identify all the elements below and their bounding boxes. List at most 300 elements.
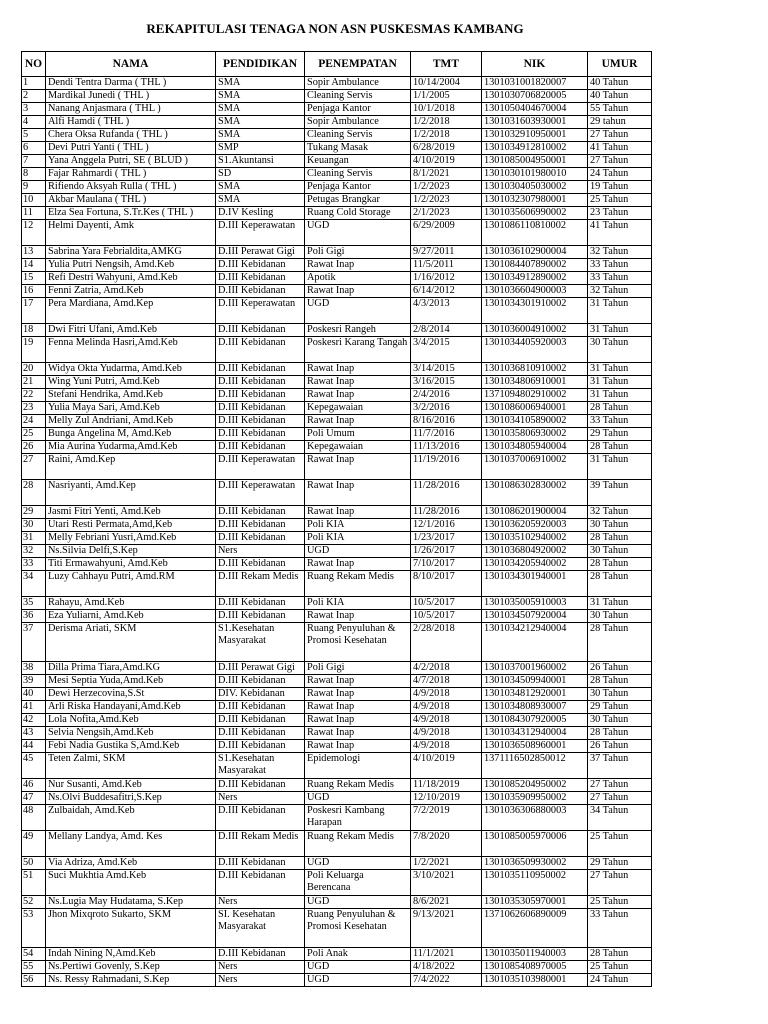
cell-no: 8 xyxy=(22,168,46,181)
cell-penempatan: Poli KIA xyxy=(305,532,411,545)
cell-umur: 28 Tahun xyxy=(588,675,652,688)
header-pendidikan: PENDIDIKAN xyxy=(216,52,305,77)
cell-nik: 1301034312940004 xyxy=(482,727,588,740)
cell-umur: 28 Tahun xyxy=(588,532,652,545)
cell-nik: 1301032307980001 xyxy=(482,194,588,207)
cell-no: 6 xyxy=(22,142,46,155)
cell-nama: Selvia Nengsih,Amd.Keb xyxy=(46,727,216,740)
cell-pendidikan: SMA xyxy=(216,103,305,116)
cell-nik: 1301034912810002 xyxy=(482,142,588,155)
cell-penempatan: Rawat Inap xyxy=(305,558,411,571)
cell-no: 42 xyxy=(22,714,46,727)
cell-pendidikan: D.III Kebidanan xyxy=(216,727,305,740)
cell-umur: 37 Tahun xyxy=(588,753,652,779)
cell-umur: 55 Tahun xyxy=(588,103,652,116)
cell-penempatan: Ruang Rekam Medis xyxy=(305,779,411,792)
cell-umur: 33 Tahun xyxy=(588,272,652,285)
cell-nik: 1301035110950002 xyxy=(482,870,588,896)
cell-nama: Ns.Olvi Buddesafitri,S.Kep xyxy=(46,792,216,805)
cell-penempatan: Rawat Inap xyxy=(305,740,411,753)
table-row xyxy=(22,285,652,298)
cell-no: 44 xyxy=(22,740,46,753)
cell-tmt: 4/7/2018 xyxy=(411,675,482,688)
cell-pendidikan: D.III Kebidanan xyxy=(216,558,305,571)
cell-nik: 1301035305970001 xyxy=(482,896,588,909)
table-row xyxy=(22,142,652,155)
cell-penempatan: Rawat Inap xyxy=(305,376,411,389)
cell-nik: 1301036205920003 xyxy=(482,519,588,532)
cell-nik: 1301031603930001 xyxy=(482,116,588,129)
cell-no: 19 xyxy=(22,337,46,363)
table-row xyxy=(22,103,652,116)
table-row xyxy=(22,571,652,597)
cell-no: 21 xyxy=(22,376,46,389)
cell-no: 55 xyxy=(22,961,46,974)
cell-tmt: 3/10/2021 xyxy=(411,870,482,896)
cell-umur: 27 Tahun xyxy=(588,792,652,805)
cell-pendidikan: D.IV Kesling xyxy=(216,207,305,220)
table-row xyxy=(22,532,652,545)
cell-nama: Rahayu, Amd.Keb xyxy=(46,597,216,610)
cell-no: 49 xyxy=(22,831,46,857)
table-row xyxy=(22,948,652,961)
cell-penempatan: Apotik xyxy=(305,272,411,285)
cell-pendidikan: D.III Kebidanan xyxy=(216,675,305,688)
cell-no: 2 xyxy=(22,90,46,103)
cell-penempatan: Tukang Masak xyxy=(305,142,411,155)
cell-no: 34 xyxy=(22,571,46,597)
cell-pendidikan: D.III Kebidanan xyxy=(216,805,305,831)
cell-nama: Bunga Angelina M, Amd.Keb xyxy=(46,428,216,441)
table-header-row xyxy=(22,52,652,77)
cell-nama: Yulia Maya Sari, Amd.Keb xyxy=(46,402,216,415)
cell-nama: Ns.Silvia Delfi,S.Kep xyxy=(46,545,216,558)
cell-umur: 29 Tahun xyxy=(588,857,652,870)
cell-nik: 1301035005910003 xyxy=(482,597,588,610)
table-row xyxy=(22,727,652,740)
cell-pendidikan: SMA xyxy=(216,181,305,194)
cell-tmt: 11/5/2011 xyxy=(411,259,482,272)
cell-no: 46 xyxy=(22,779,46,792)
cell-pendidikan: D.III Kebidanan xyxy=(216,597,305,610)
cell-penempatan: Poli KIA xyxy=(305,519,411,532)
cell-pendidikan: SMA xyxy=(216,194,305,207)
cell-pendidikan: D.III Kebidanan xyxy=(216,285,305,298)
cell-umur: 32 Tahun xyxy=(588,506,652,519)
cell-no: 43 xyxy=(22,727,46,740)
cell-nama: Mardikal Junedi ( THL ) xyxy=(46,90,216,103)
table-row xyxy=(22,597,652,610)
table-row xyxy=(22,337,652,363)
table-row xyxy=(22,246,652,259)
cell-no: 29 xyxy=(22,506,46,519)
cell-no: 32 xyxy=(22,545,46,558)
cell-nama: Lola Nofita,Amd.Keb xyxy=(46,714,216,727)
cell-no: 1 xyxy=(22,77,46,90)
cell-tmt: 11/13/2016 xyxy=(411,441,482,454)
cell-nama: Mia Aurina Yudarma,Amd.Keb xyxy=(46,441,216,454)
cell-umur: 27 Tahun xyxy=(588,129,652,142)
cell-nik: 1301036004910002 xyxy=(482,324,588,337)
cell-no: 12 xyxy=(22,220,46,246)
cell-umur: 32 Tahun xyxy=(588,285,652,298)
cell-pendidikan: S1.Kesehatan Masyarakat xyxy=(216,753,305,779)
cell-nik: 1301037006910002 xyxy=(482,454,588,480)
cell-no: 27 xyxy=(22,454,46,480)
table-row xyxy=(22,259,652,272)
cell-umur: 30 Tahun xyxy=(588,519,652,532)
cell-nik: 1301036509930002 xyxy=(482,857,588,870)
cell-tmt: 8/1/2021 xyxy=(411,168,482,181)
cell-pendidikan: SMP xyxy=(216,142,305,155)
cell-nik: 1301037001960002 xyxy=(482,662,588,675)
cell-penempatan: Keuangan xyxy=(305,155,411,168)
cell-penempatan: Ruang Rekam Medis xyxy=(305,571,411,597)
cell-tmt: 3/4/2015 xyxy=(411,337,482,363)
cell-nik: 1301034912890002 xyxy=(482,272,588,285)
staff-table xyxy=(21,51,652,987)
cell-tmt: 8/6/2021 xyxy=(411,896,482,909)
cell-nama: Akbar Maulana ( THL ) xyxy=(46,194,216,207)
table-row xyxy=(22,129,652,142)
cell-nik: 1301034301910002 xyxy=(482,298,588,324)
cell-umur: 41 Tahun xyxy=(588,220,652,246)
cell-no: 40 xyxy=(22,688,46,701)
cell-pendidikan: D.III Kebidanan xyxy=(216,779,305,792)
cell-tmt: 10/1/2018 xyxy=(411,103,482,116)
cell-no: 36 xyxy=(22,610,46,623)
cell-pendidikan: SI. Kesehatan Masyarakat xyxy=(216,909,305,948)
cell-umur: 30 Tahun xyxy=(588,714,652,727)
table-row xyxy=(22,363,652,376)
table-row xyxy=(22,831,652,857)
cell-nama: Fenni Zatria, Amd.Keb xyxy=(46,285,216,298)
cell-tmt: 1/2/2018 xyxy=(411,116,482,129)
cell-nik: 1371062606890009 xyxy=(482,909,588,948)
cell-nama: Wing Yuni Putri, Amd.Keb xyxy=(46,376,216,389)
cell-penempatan: Poli KIA xyxy=(305,597,411,610)
cell-tmt: 3/14/2015 xyxy=(411,363,482,376)
cell-nik: 1301036102900004 xyxy=(482,246,588,259)
cell-nik: 1301035806930002 xyxy=(482,428,588,441)
cell-no: 25 xyxy=(22,428,46,441)
cell-tmt: 6/28/2019 xyxy=(411,142,482,155)
cell-pendidikan: S1.Kesehatan Masyarakat xyxy=(216,623,305,662)
cell-nama: Yana Anggela Putri, SE ( BLUD ) xyxy=(46,155,216,168)
cell-tmt: 3/16/2015 xyxy=(411,376,482,389)
cell-umur: 33 Tahun xyxy=(588,259,652,272)
table-row xyxy=(22,545,652,558)
cell-tmt: 4/9/2018 xyxy=(411,714,482,727)
cell-umur: 23 Tahun xyxy=(588,207,652,220)
cell-pendidikan: D.III Kebidanan xyxy=(216,272,305,285)
table-row xyxy=(22,441,652,454)
cell-penempatan: Ruang Rekam Medis xyxy=(305,831,411,857)
cell-umur: 28 Tahun xyxy=(588,948,652,961)
cell-no: 39 xyxy=(22,675,46,688)
cell-tmt: 9/13/2021 xyxy=(411,909,482,948)
table-row xyxy=(22,714,652,727)
cell-pendidikan: D.III Keperawatan xyxy=(216,298,305,324)
cell-nama: Helmi Dayenti, Amk xyxy=(46,220,216,246)
table-row xyxy=(22,662,652,675)
cell-pendidikan: SMA xyxy=(216,129,305,142)
cell-pendidikan: SMA xyxy=(216,90,305,103)
cell-penempatan: Poskesri Rangeh xyxy=(305,324,411,337)
cell-tmt: 11/19/2016 xyxy=(411,454,482,480)
cell-nama: Chera Oksa Rufanda ( THL ) xyxy=(46,129,216,142)
cell-tmt: 11/28/2016 xyxy=(411,480,482,506)
cell-pendidikan: D.III Kebidanan xyxy=(216,519,305,532)
cell-tmt: 8/10/2017 xyxy=(411,571,482,597)
cell-nik: 1301050404670004 xyxy=(482,103,588,116)
cell-nama: Via Adriza, Amd.Keb xyxy=(46,857,216,870)
cell-no: 26 xyxy=(22,441,46,454)
cell-penempatan: Rawat Inap xyxy=(305,363,411,376)
table-row xyxy=(22,961,652,974)
cell-umur: 40 Tahun xyxy=(588,90,652,103)
cell-nik: 1301035102940002 xyxy=(482,532,588,545)
cell-tmt: 1/2/2021 xyxy=(411,857,482,870)
cell-penempatan: Sopir Ambulance xyxy=(305,116,411,129)
cell-penempatan: Rawat Inap xyxy=(305,610,411,623)
cell-umur: 31 Tahun xyxy=(588,324,652,337)
cell-tmt: 1/1/2005 xyxy=(411,90,482,103)
cell-penempatan: Penjaga Kantor xyxy=(305,103,411,116)
cell-tmt: 11/28/2016 xyxy=(411,506,482,519)
cell-nik: 1301034507920004 xyxy=(482,610,588,623)
cell-nama: Dilla Prima Tiara,Amd.KG xyxy=(46,662,216,675)
cell-nik: 1301034808930007 xyxy=(482,701,588,714)
cell-pendidikan: D.III Kebidanan xyxy=(216,415,305,428)
table-row xyxy=(22,181,652,194)
cell-tmt: 10/14/2004 xyxy=(411,77,482,90)
table-row xyxy=(22,389,652,402)
cell-nik: 1301034805940004 xyxy=(482,441,588,454)
cell-nik: 1301036604900003 xyxy=(482,285,588,298)
cell-penempatan: Ruang Cold Storage xyxy=(305,207,411,220)
table-row xyxy=(22,155,652,168)
cell-pendidikan: D.III Kebidanan xyxy=(216,389,305,402)
cell-nik: 1301034205940002 xyxy=(482,558,588,571)
cell-pendidikan: D.III Kebidanan xyxy=(216,337,305,363)
cell-penempatan: Poli Umum xyxy=(305,428,411,441)
cell-nik: 1301084407890002 xyxy=(482,259,588,272)
cell-nik: 1301036810910002 xyxy=(482,363,588,376)
cell-umur: 28 Tahun xyxy=(588,727,652,740)
cell-no: 41 xyxy=(22,701,46,714)
cell-nik: 1301086201900004 xyxy=(482,506,588,519)
cell-penempatan: Rawat Inap xyxy=(305,259,411,272)
cell-pendidikan: Ners xyxy=(216,974,305,987)
cell-pendidikan: D.III Kebidanan xyxy=(216,363,305,376)
cell-umur: 30 Tahun xyxy=(588,610,652,623)
table-row xyxy=(22,805,652,831)
cell-umur: 25 Tahun xyxy=(588,961,652,974)
cell-nik: 1301035606990002 xyxy=(482,207,588,220)
cell-nik: 1301035011940003 xyxy=(482,948,588,961)
cell-umur: 31 Tahun xyxy=(588,376,652,389)
cell-pendidikan: D.III Perawat Gigi xyxy=(216,246,305,259)
table-row xyxy=(22,90,652,103)
cell-no: 50 xyxy=(22,857,46,870)
cell-penempatan: Rawat Inap xyxy=(305,389,411,402)
cell-no: 13 xyxy=(22,246,46,259)
cell-tmt: 2/4/2016 xyxy=(411,389,482,402)
cell-no: 47 xyxy=(22,792,46,805)
cell-nama: Fajar Rahmardi ( THL ) xyxy=(46,168,216,181)
cell-tmt: 11/18/2019 xyxy=(411,779,482,792)
cell-tmt: 4/2/2018 xyxy=(411,662,482,675)
table-row xyxy=(22,740,652,753)
cell-umur: 33 Tahun xyxy=(588,415,652,428)
cell-nama: Dwi Fitri Ufani, Amd.Keb xyxy=(46,324,216,337)
cell-umur: 25 Tahun xyxy=(588,194,652,207)
table-row xyxy=(22,402,652,415)
cell-nama: Melly Febriani Yusri,Amd.Keb xyxy=(46,532,216,545)
cell-no: 52 xyxy=(22,896,46,909)
cell-penempatan: Sopir Ambulance xyxy=(305,77,411,90)
cell-tmt: 1/2/2023 xyxy=(411,194,482,207)
cell-umur: 28 Tahun xyxy=(588,571,652,597)
cell-pendidikan: D.III Kebidanan xyxy=(216,532,305,545)
cell-tmt: 11/1/2021 xyxy=(411,948,482,961)
cell-umur: 27 Tahun xyxy=(588,779,652,792)
cell-tmt: 1/2/2018 xyxy=(411,129,482,142)
cell-umur: 30 Tahun xyxy=(588,545,652,558)
table-row xyxy=(22,376,652,389)
cell-nik: 1301034301940001 xyxy=(482,571,588,597)
cell-penempatan: UGD xyxy=(305,545,411,558)
cell-umur: 31 Tahun xyxy=(588,454,652,480)
cell-nik: 1301036804920002 xyxy=(482,545,588,558)
header-nik: NIK xyxy=(482,52,588,77)
cell-umur: 19 Tahun xyxy=(588,181,652,194)
cell-no: 18 xyxy=(22,324,46,337)
cell-umur: 29 tahun xyxy=(588,116,652,129)
cell-nama: Suci Mukhtia Amd.Keb xyxy=(46,870,216,896)
cell-penempatan: Poli Anak xyxy=(305,948,411,961)
cell-penempatan: Rawat Inap xyxy=(305,701,411,714)
cell-penempatan: Rawat Inap xyxy=(305,415,411,428)
cell-nama: Dewi Herzecovina,S.St xyxy=(46,688,216,701)
cell-no: 28 xyxy=(22,480,46,506)
cell-umur: 39 Tahun xyxy=(588,480,652,506)
cell-no: 30 xyxy=(22,519,46,532)
cell-nama: Arli Riska Handayani,Amd.Keb xyxy=(46,701,216,714)
table-row xyxy=(22,610,652,623)
cell-no: 4 xyxy=(22,116,46,129)
cell-tmt: 1/23/2017 xyxy=(411,532,482,545)
cell-nik: 1301085204950002 xyxy=(482,779,588,792)
cell-nama: Jhon Mixqroto Sukarto, SKM xyxy=(46,909,216,948)
cell-pendidikan: D.III Perawat Gigi xyxy=(216,662,305,675)
cell-pendidikan: D.III Keperawatan xyxy=(216,220,305,246)
cell-tmt: 8/16/2016 xyxy=(411,415,482,428)
header-nama: NAMA xyxy=(46,52,216,77)
cell-pendidikan: D.III Kebidanan xyxy=(216,740,305,753)
cell-umur: 33 Tahun xyxy=(588,909,652,948)
cell-pendidikan: SMA xyxy=(216,116,305,129)
cell-no: 10 xyxy=(22,194,46,207)
cell-pendidikan: D.III Kebidanan xyxy=(216,948,305,961)
cell-penempatan: Cleaning Servis xyxy=(305,90,411,103)
cell-pendidikan: D.III Rekam Medis xyxy=(216,571,305,597)
cell-pendidikan: D.III Kebidanan xyxy=(216,324,305,337)
cell-pendidikan: Ners xyxy=(216,896,305,909)
table-row xyxy=(22,324,652,337)
cell-penempatan: Rawat Inap xyxy=(305,480,411,506)
cell-tmt: 2/1/2023 xyxy=(411,207,482,220)
cell-no: 9 xyxy=(22,181,46,194)
cell-tmt: 1/16/2012 xyxy=(411,272,482,285)
cell-nik: 1301085408970005 xyxy=(482,961,588,974)
table-row xyxy=(22,896,652,909)
cell-pendidikan: SMA xyxy=(216,77,305,90)
cell-no: 54 xyxy=(22,948,46,961)
cell-no: 24 xyxy=(22,415,46,428)
table-row xyxy=(22,220,652,246)
cell-no: 51 xyxy=(22,870,46,896)
cell-no: 20 xyxy=(22,363,46,376)
table-row xyxy=(22,623,652,662)
cell-no: 48 xyxy=(22,805,46,831)
cell-nama: Widya Okta Yudarma, Amd.Keb xyxy=(46,363,216,376)
cell-no: 15 xyxy=(22,272,46,285)
cell-pendidikan: D.III Kebidanan xyxy=(216,701,305,714)
cell-pendidikan: D.III Keperawatan xyxy=(216,480,305,506)
cell-pendidikan: Ners xyxy=(216,792,305,805)
cell-umur: 31 Tahun xyxy=(588,363,652,376)
cell-pendidikan: D.III Kebidanan xyxy=(216,870,305,896)
cell-no: 5 xyxy=(22,129,46,142)
cell-penempatan: Poli Keluarga Berencana xyxy=(305,870,411,896)
cell-penempatan: Rawat Inap xyxy=(305,454,411,480)
table-row xyxy=(22,454,652,480)
table-row xyxy=(22,415,652,428)
cell-pendidikan: D.III Kebidanan xyxy=(216,610,305,623)
cell-pendidikan: D.III Keperawatan xyxy=(216,454,305,480)
cell-nama: Stefani Hendrika, Amd.Keb xyxy=(46,389,216,402)
cell-umur: 28 Tahun xyxy=(588,558,652,571)
cell-nama: Dendi Tentra Darma ( THL ) xyxy=(46,77,216,90)
table-row xyxy=(22,298,652,324)
cell-nama: Rifiendo Aksyah Rulla ( THL ) xyxy=(46,181,216,194)
cell-tmt: 4/10/2019 xyxy=(411,753,482,779)
cell-nama: Sabrina Yara Febrialdita,AMKG xyxy=(46,246,216,259)
cell-pendidikan: D.III Kebidanan xyxy=(216,857,305,870)
cell-pendidikan: D.III Kebidanan xyxy=(216,441,305,454)
cell-pendidikan: D.III Kebidanan xyxy=(216,714,305,727)
cell-umur: 31 Tahun xyxy=(588,597,652,610)
cell-umur: 34 Tahun xyxy=(588,805,652,831)
cell-tmt: 12/10/2019 xyxy=(411,792,482,805)
cell-penempatan: Rawat Inap xyxy=(305,506,411,519)
table-row xyxy=(22,974,652,987)
cell-pendidikan: D.III Kebidanan xyxy=(216,259,305,272)
cell-penempatan: Poli Gigi xyxy=(305,662,411,675)
cell-nama: Pera Mardiana, Amd.Kep xyxy=(46,298,216,324)
cell-no: 45 xyxy=(22,753,46,779)
cell-nik: 1301084307920005 xyxy=(482,714,588,727)
cell-umur: 40 Tahun xyxy=(588,77,652,90)
cell-umur: 30 Tahun xyxy=(588,337,652,363)
cell-nama: Ns.Pertiwi Govenly, S.Kep xyxy=(46,961,216,974)
cell-nik: 1301031001820007 xyxy=(482,77,588,90)
cell-nik: 1301030405030002 xyxy=(482,181,588,194)
cell-nama: Utari Resti Permata,Amd,Keb xyxy=(46,519,216,532)
cell-nama: Yulia Putri Nengsih, Amd.Keb xyxy=(46,259,216,272)
